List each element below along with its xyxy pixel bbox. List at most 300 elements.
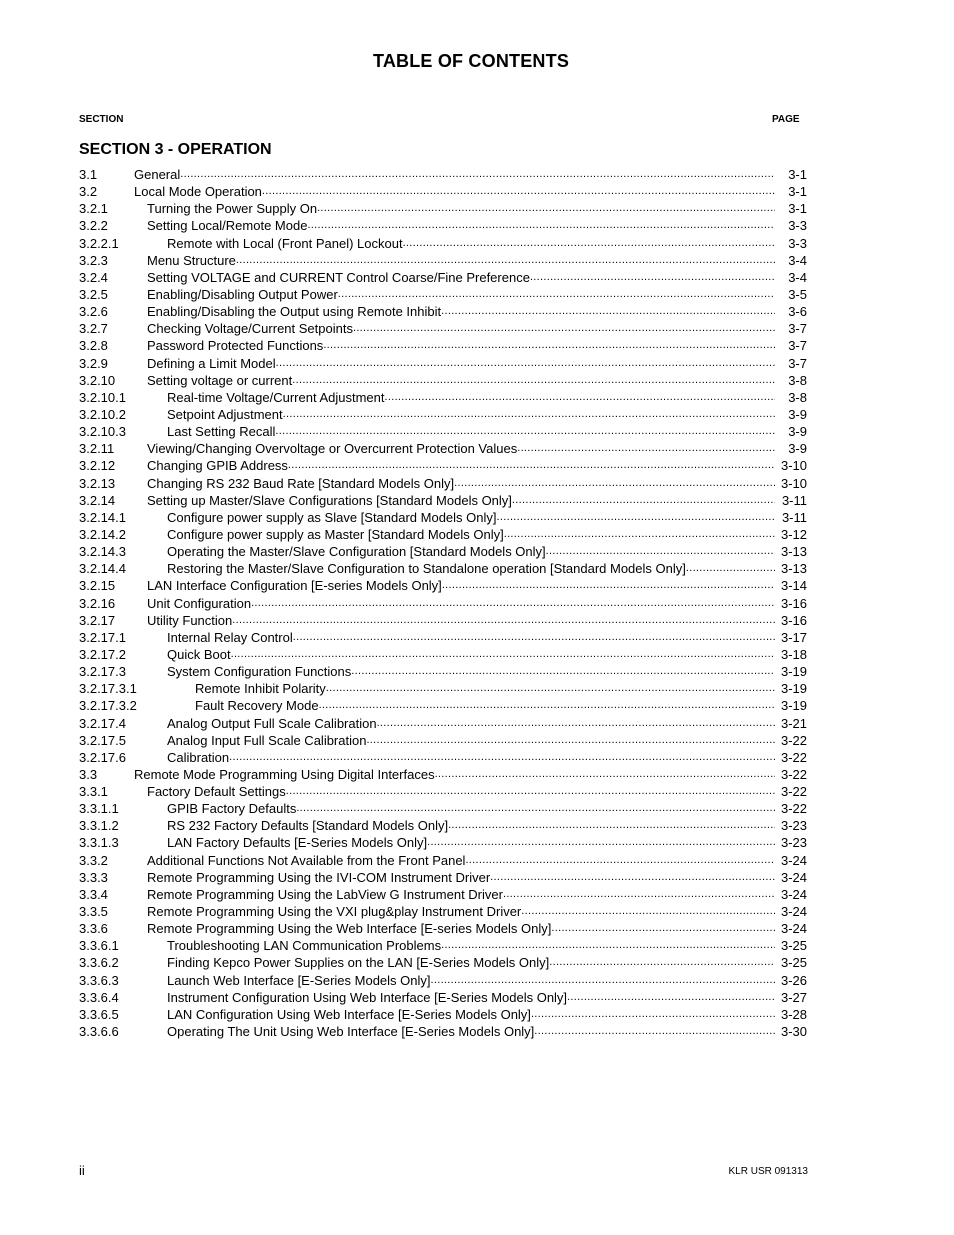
toc-entry-number: 3.2.10.3: [79, 424, 126, 440]
toc-entry-page: 3-4: [788, 269, 807, 285]
toc-entry-page: 3-27: [780, 989, 807, 1005]
toc-entry[interactable]: [79, 886, 807, 903]
toc-entry[interactable]: [79, 543, 807, 560]
toc-entry-page: 3-18: [780, 646, 807, 662]
toc-entry-page: 3-10: [780, 458, 807, 474]
toc-dot-leader: [276, 355, 775, 372]
toc-entry-title-wrap: [147, 440, 775, 457]
toc-entry-title: Quick Boot: [167, 646, 231, 662]
toc-dot-leader: [293, 629, 775, 646]
toc-entry-title-wrap: [167, 509, 775, 526]
toc-entry-number: 3.2.1: [79, 201, 108, 217]
toc-entry-number: 3.3: [79, 766, 98, 782]
toc-entry-title-wrap: [167, 972, 775, 989]
toc-entry-title: LAN Configuration Using Web Interface [E-Series Models Only]: [167, 1006, 531, 1022]
toc-dot-leader: [435, 766, 775, 783]
toc-entry-title: Calibration: [167, 749, 230, 765]
toc-dot-leader: [262, 183, 775, 200]
toc-entry-page: 3-7: [788, 338, 807, 354]
toc-entry-number: 3.3.6.2: [79, 955, 119, 971]
toc-entry-page: 3-24: [780, 886, 807, 902]
toc-entry-number: 3.3.6.3: [79, 972, 119, 988]
toc-entry[interactable]: [79, 869, 807, 886]
toc-dot-leader: [326, 680, 775, 697]
toc-entry-page: 3-1: [788, 201, 807, 217]
toc-entry[interactable]: [79, 423, 807, 440]
toc-entry[interactable]: [79, 766, 807, 783]
toc-entry-title: Analog Input Full Scale Calibration: [167, 732, 367, 748]
section-heading: SECTION 3 - OPERATION: [79, 141, 272, 158]
toc-entry-title: Fault Recovery Mode: [195, 698, 319, 714]
toc-entry-number: 3.2.17.6: [79, 749, 126, 765]
toc-entry-page: 3-13: [780, 561, 807, 577]
toc-entry[interactable]: [79, 252, 807, 269]
toc-entry-number: 3.2: [79, 184, 98, 200]
toc-entry-title: Checking Voltage/Current Setpoints: [147, 321, 353, 337]
toc-entry-title: Remote Programming Using the VXI plug&play Instrument Driver: [147, 904, 522, 920]
toc-dot-leader: [442, 577, 775, 594]
toc-entry[interactable]: [79, 989, 807, 1006]
toc-entry-page: 3-22: [780, 766, 807, 782]
toc-dot-leader: [366, 732, 775, 749]
toc-entry-page: 3-12: [780, 526, 807, 542]
toc-entry-title-wrap: [147, 852, 775, 869]
toc-entry[interactable]: [79, 1023, 807, 1040]
toc-entry-title-wrap: [147, 217, 775, 234]
toc-entry-page: 3-14: [780, 578, 807, 594]
toc-entry-title-wrap: [147, 269, 775, 286]
toc-entry[interactable]: [79, 440, 807, 457]
toc-entry-title-wrap: [147, 303, 775, 320]
toc-entry[interactable]: [79, 166, 807, 183]
section-column-header: SECTION: [79, 114, 124, 125]
toc-entry-title-wrap: [147, 286, 775, 303]
toc-entry-page: 3-6: [788, 304, 807, 320]
toc-entry-page: 3-1: [788, 184, 807, 200]
toc-entry-number: 3.2.10: [79, 372, 116, 388]
toc-entry-title: General: [134, 167, 181, 182]
toc-dot-leader: [551, 920, 775, 937]
toc-entry-title: Troubleshooting LAN Communication Problems: [167, 938, 442, 954]
toc-dot-leader: [686, 560, 775, 577]
toc-entry-title-wrap: [167, 663, 775, 680]
toc-entry-title-wrap: [147, 252, 775, 269]
toc-entry-page: 3-7: [788, 321, 807, 337]
toc-entry-number: 3.3.6.6: [79, 1024, 119, 1040]
toc-entry-title-wrap: [147, 612, 775, 629]
toc-entry[interactable]: [79, 783, 807, 800]
toc-entry[interactable]: [79, 715, 807, 732]
toc-entry-title: Enabling/Disabling the Output using Remote Inhibit: [147, 304, 442, 320]
toc-entry-number: 3.2.11: [79, 441, 115, 457]
toc-dot-leader: [504, 526, 775, 543]
toc-entry-number: 3.3.6.5: [79, 1006, 119, 1022]
toc-entry-title-wrap: [134, 766, 775, 783]
toc-entry-title-wrap: [134, 183, 775, 200]
toc-entry-page: 3-13: [780, 544, 807, 560]
toc-entry-title: Configure power supply as Master [Standard Models Only]: [167, 526, 504, 542]
toc-entry-title-wrap: [167, 937, 775, 954]
toc-entry-number: 3.2.17.5: [79, 732, 126, 748]
toc-entry-number: 3.2.14.4: [79, 561, 126, 577]
toc-entry-page: 3-24: [780, 852, 807, 868]
page-column-header: PAGE: [772, 114, 800, 125]
toc-entry-number: 3.2.8: [79, 338, 108, 354]
toc-entry-number: 3.3.6: [79, 921, 108, 937]
toc-entry-page: 3-19: [780, 698, 807, 714]
toc-entry-title: GPIB Factory Defaults: [167, 801, 297, 817]
toc-dot-leader: [275, 423, 775, 440]
toc-entry-number: 3.3.3: [79, 869, 108, 885]
toc-entry-title: Remote Programming Using the IVI-COM Instrument Driver: [147, 869, 491, 885]
toc-dot-leader: [448, 817, 775, 834]
toc-dot-leader: [231, 646, 775, 663]
toc-entry-title: LAN Factory Defaults [E-Series Models Only]: [167, 835, 428, 851]
toc-entry-number: 3.3.2: [79, 852, 108, 868]
toc-entry-title-wrap: [195, 697, 775, 714]
toc-dot-leader: [296, 800, 775, 817]
toc-entry-page: 3-7: [788, 355, 807, 371]
toc-entry-title-wrap: [167, 800, 775, 817]
toc-entry-number: 3.2.17.1: [79, 629, 126, 645]
toc-entry[interactable]: [79, 732, 807, 749]
toc-entry-page: 3-26: [780, 972, 807, 988]
toc-entry-title-wrap: [147, 200, 775, 217]
toc-dot-leader: [427, 834, 775, 851]
toc-entry-number: 3.3.6.4: [79, 989, 119, 1005]
toc-entry-number: 3.2.5: [79, 286, 108, 302]
toc-entry[interactable]: [79, 183, 807, 200]
toc-entry-title: Real-time Voltage/Current Adjustment: [167, 389, 385, 405]
toc-dot-leader: [307, 217, 775, 234]
toc-entry-title-wrap: [167, 543, 775, 560]
toc-entry-number: 3.1: [79, 167, 98, 182]
toc-entry-number: 3.2.10.1: [79, 389, 126, 405]
toc-entry-title-wrap: [147, 457, 775, 474]
toc-dot-leader: [503, 886, 775, 903]
toc-entry-title: Additional Functions Not Available from the Front Panel: [147, 852, 466, 868]
toc-dot-leader: [567, 989, 775, 1006]
toc-dot-leader: [549, 954, 775, 971]
toc-dot-leader: [490, 869, 775, 886]
toc-dot-leader: [180, 166, 775, 183]
toc-entry-page: 3-9: [788, 406, 807, 422]
toc-entry-title-wrap: [147, 869, 775, 886]
toc-dot-leader: [292, 372, 775, 389]
toc-entry-title-wrap: [147, 475, 775, 492]
toc-entry[interactable]: [79, 817, 807, 834]
toc-dot-leader: [385, 389, 776, 406]
toc-entry-title-wrap: [167, 732, 775, 749]
toc-entry-title: Restoring the Master/Slave Configuration to Standalone operation [Standard Models Only]: [167, 561, 686, 577]
toc-entry-title: Viewing/Changing Overvoltage or Overcurrent Protection Values: [147, 441, 518, 457]
toc-entry[interactable]: [79, 492, 807, 509]
toc-entry-title-wrap: [147, 337, 775, 354]
toc-entry-title-wrap: [134, 166, 775, 183]
toc-entry[interactable]: [79, 475, 807, 492]
toc-entry[interactable]: [79, 286, 807, 303]
toc-entry-title: Last Setting Recall: [167, 424, 276, 440]
toc-entry-page: 3-22: [780, 801, 807, 817]
toc-entry[interactable]: [79, 680, 807, 697]
toc-entry-number: 3.2.17.3.1: [79, 681, 137, 697]
toc-entry-number: 3.2.14.1: [79, 509, 126, 525]
toc-dot-leader: [465, 852, 775, 869]
document-id: KLR USR 091313: [728, 1166, 808, 1177]
toc-dot-leader: [531, 1006, 775, 1023]
toc-entry-number: 3.3.1: [79, 784, 108, 800]
toc-entry-page: 3-28: [780, 1006, 807, 1022]
toc-dot-leader: [338, 286, 775, 303]
toc-entry-title-wrap: [147, 886, 775, 903]
toc-entry[interactable]: [79, 320, 807, 337]
toc-entry-number: 3.2.17.3: [79, 664, 126, 680]
toc-entry-number: 3.2.17: [79, 612, 116, 628]
toc-entry-title-wrap: [147, 595, 775, 612]
toc-entry-number: 3.2.16: [79, 595, 116, 611]
toc-entry-title-wrap: [147, 492, 775, 509]
toc-entry-title-wrap: [167, 389, 775, 406]
toc-entry-number: 3.2.14: [79, 492, 116, 508]
toc-entry-page: 3-1: [788, 167, 807, 182]
toc-entry-page: 3-22: [780, 784, 807, 800]
toc-entry-number: 3.3.6.1: [79, 938, 119, 954]
toc-entry-title: Local Mode Operation: [134, 184, 262, 200]
toc-entry[interactable]: [79, 954, 807, 971]
toc-entry-title-wrap: [147, 355, 775, 372]
toc-entry-title-wrap: [167, 406, 775, 423]
toc-dot-leader: [232, 612, 775, 629]
toc-entry-page: 3-19: [780, 664, 807, 680]
toc-dot-leader: [521, 903, 775, 920]
toc-entry-number: 3.3.1.1: [79, 801, 119, 817]
toc-entry-page: 3-4: [788, 252, 807, 268]
toc-entry-number: 3.2.2: [79, 218, 108, 234]
toc-entry-page: 3-3: [788, 235, 807, 251]
toc-dot-leader: [377, 715, 775, 732]
toc-entry-page: 3-21: [780, 715, 807, 731]
toc-entry[interactable]: [79, 1006, 807, 1023]
toc-entry-number: 3.2.6: [79, 304, 108, 320]
toc-dot-leader: [441, 937, 775, 954]
toc-dot-leader: [546, 543, 775, 560]
toc-entry-page: 3-22: [780, 732, 807, 748]
toc-dot-leader: [288, 457, 775, 474]
toc-entry-number: 3.2.14.2: [79, 526, 126, 542]
toc-entry-title-wrap: [167, 526, 775, 543]
toc-entry-title: Setpoint Adjustment: [167, 406, 283, 422]
toc-entry-title-wrap: [167, 749, 775, 766]
toc-entry-number: 3.2.3: [79, 252, 108, 268]
toc-entry-title-wrap: [147, 320, 775, 337]
toc-dot-leader: [403, 235, 775, 252]
toc-entry-title: Operating the Master/Slave Configuration [Standard Models Only]: [167, 544, 546, 560]
toc-entry[interactable]: [79, 457, 807, 474]
toc-entry-title: Analog Output Full Scale Calibration: [167, 715, 377, 731]
toc-entry-page: 3-17: [780, 629, 807, 645]
toc-dot-leader: [317, 200, 775, 217]
toc-entry-page: 3-24: [780, 904, 807, 920]
toc-dot-leader: [517, 440, 775, 457]
toc-entry-title: Utility Function: [147, 612, 233, 628]
toc-entry[interactable]: [79, 355, 807, 372]
toc-dot-leader: [431, 972, 776, 989]
toc-entry-page: 3-10: [780, 475, 807, 491]
toc-entry[interactable]: [79, 217, 807, 234]
toc-entry-page: 3-22: [780, 749, 807, 765]
toc-entry[interactable]: [79, 612, 807, 629]
toc-entry-title: Menu Structure: [147, 252, 236, 268]
toc-entry-number: 3.3.4: [79, 886, 108, 902]
toc-entry[interactable]: [79, 406, 807, 423]
toc-dot-leader: [236, 252, 775, 269]
toc-entry-page: 3-30: [780, 1024, 807, 1040]
page-title: TABLE OF CONTENTS: [372, 51, 570, 71]
toc-entry-title: Launch Web Interface [E-Series Models Only]: [167, 972, 431, 988]
toc-entry[interactable]: [79, 526, 807, 543]
toc-entry-title: Enabling/Disabling Output Power: [147, 286, 338, 302]
toc-entry-title-wrap: [167, 954, 775, 971]
toc-dot-leader: [353, 320, 775, 337]
toc-entry-number: 3.2.2.1: [79, 235, 119, 251]
toc-entry-title: Changing RS 232 Baud Rate [Standard Models Only]: [147, 475, 455, 491]
toc-entry-page: 3-9: [788, 441, 807, 457]
toc-dot-leader: [251, 595, 775, 612]
toc-entry[interactable]: [79, 235, 807, 252]
toc-entry[interactable]: [79, 389, 807, 406]
toc-entry-number: 3.2.17.3.2: [79, 698, 137, 714]
toc-entry[interactable]: [79, 972, 807, 989]
toc-entry[interactable]: [79, 834, 807, 851]
toc-entry-title-wrap: [167, 423, 775, 440]
toc-entry-page: 3-23: [780, 835, 807, 851]
toc-dot-leader: [512, 492, 775, 509]
toc-entry-page: 3-3: [788, 218, 807, 234]
toc-entry[interactable]: [79, 200, 807, 217]
toc-entry[interactable]: [79, 372, 807, 389]
toc-entry-page: 3-11: [781, 509, 807, 525]
toc-entry-number: 3.3.1.2: [79, 818, 119, 834]
toc-entry-title-wrap: [167, 629, 775, 646]
toc-entry-title: Remote Programming Using the LabView G Instrument Driver: [147, 886, 503, 902]
toc-entry-title-wrap: [167, 817, 775, 834]
toc-entry-title: RS 232 Factory Defaults [Standard Models Only]: [167, 818, 449, 834]
toc-entry[interactable]: [79, 509, 807, 526]
toc-entry[interactable]: [79, 800, 807, 817]
toc-entry-number: 3.2.13: [79, 475, 116, 491]
toc-entry[interactable]: [79, 303, 807, 320]
toc-entry-number: 3.2.10.2: [79, 406, 126, 422]
toc-dot-leader: [283, 406, 775, 423]
toc-entry-title: Setting up Master/Slave Configurations [Standard Models Only]: [147, 492, 512, 508]
toc-entry-page: 3-19: [780, 681, 807, 697]
toc-entry[interactable]: [79, 560, 807, 577]
toc-entry-title: Remote with Local (Front Panel) Lockout: [167, 235, 403, 251]
toc-dot-leader: [534, 1023, 775, 1040]
toc-entry-title-wrap: [167, 646, 775, 663]
toc-entry-title-wrap: [167, 834, 775, 851]
toc-entry-number: 3.2.17.2: [79, 646, 126, 662]
toc-entry-page: 3-25: [780, 955, 807, 971]
toc-entry-page: 3-23: [780, 818, 807, 834]
toc-entry[interactable]: [79, 577, 807, 594]
toc-entry-title-wrap: [167, 989, 775, 1006]
toc-entry[interactable]: [79, 937, 807, 954]
toc-dot-leader: [229, 749, 775, 766]
toc-entry-title: Internal Relay Control: [167, 629, 293, 645]
toc-entry-number: 3.2.14.3: [79, 544, 126, 560]
toc-entry-number: 3.2.9: [79, 355, 108, 371]
toc-entry-title: Operating The Unit Using Web Interface [E-Series Models Only]: [167, 1024, 535, 1040]
toc-entry-page: 3-25: [780, 938, 807, 954]
toc-entry[interactable]: [79, 337, 807, 354]
toc-entry[interactable]: [79, 663, 807, 680]
toc-entry-page: 3-16: [780, 595, 807, 611]
toc-entry[interactable]: [79, 629, 807, 646]
toc-entry-title: System Configuration Functions: [167, 664, 352, 680]
toc-entry-page: 3-9: [788, 424, 807, 440]
toc-dot-leader: [530, 269, 775, 286]
toc-dot-leader: [286, 783, 775, 800]
toc-entry[interactable]: [79, 697, 807, 714]
toc-list: [79, 166, 807, 1040]
toc-dot-leader: [319, 697, 775, 714]
toc-entry-page: 3-24: [780, 921, 807, 937]
toc-entry-number: 3.3.5: [79, 904, 108, 920]
toc-entry[interactable]: [79, 595, 807, 612]
toc-entry-title: Instrument Configuration Using Web Interface [E-Series Models Only]: [167, 989, 568, 1005]
toc-entry-title-wrap: [167, 235, 775, 252]
toc-entry-title: Changing GPIB Address: [147, 458, 288, 474]
toc-entry-number: 3.2.17.4: [79, 715, 126, 731]
toc-entry-title-wrap: [167, 1023, 775, 1040]
toc-entry-page: 3-16: [780, 612, 807, 628]
toc-entry-page: 3-8: [788, 389, 807, 405]
toc-entry-title: Setting VOLTAGE and CURRENT Control Coarse/Fine Preference: [147, 269, 530, 285]
toc-entry[interactable]: [79, 920, 807, 937]
toc-entry[interactable]: [79, 852, 807, 869]
toc-entry[interactable]: [79, 646, 807, 663]
toc-entry-title-wrap: [147, 783, 775, 800]
toc-entry-title-wrap: [167, 715, 775, 732]
toc-entry-title: Factory Default Settings: [147, 784, 286, 800]
toc-entry-number: 3.2.4: [79, 269, 108, 285]
toc-entry-title-wrap: [147, 903, 775, 920]
toc-entry-title-wrap: [147, 920, 775, 937]
toc-entry-title: Remote Programming Using the Web Interface [E-series Models Only]: [147, 921, 552, 937]
toc-entry-page: 3-11: [781, 492, 807, 508]
toc-entry[interactable]: [79, 269, 807, 286]
toc-dot-leader: [497, 509, 775, 526]
toc-entry-number: 3.3.1.3: [79, 835, 119, 851]
toc-entry-page: 3-8: [788, 372, 807, 388]
toc-entry-title: Remote Mode Programming Using Digital Interfaces: [134, 766, 435, 782]
toc-entry-title: Unit Configuration: [147, 595, 252, 611]
toc-entry[interactable]: [79, 749, 807, 766]
toc-dot-leader: [323, 337, 775, 354]
toc-dot-leader: [454, 475, 775, 492]
toc-entry-title-wrap: [147, 372, 775, 389]
toc-dot-leader: [351, 663, 775, 680]
toc-entry[interactable]: [79, 903, 807, 920]
toc-entry-page: 3-24: [780, 869, 807, 885]
toc-entry-title-wrap: [167, 1006, 775, 1023]
toc-entry-title: Setting Local/Remote Mode: [147, 218, 308, 234]
toc-entry-number: 3.2.12: [79, 458, 116, 474]
toc-entry-page: 3-5: [788, 286, 807, 302]
page-number: ii: [79, 1163, 85, 1178]
toc-entry-title: Remote Inhibit Polarity: [195, 681, 326, 697]
